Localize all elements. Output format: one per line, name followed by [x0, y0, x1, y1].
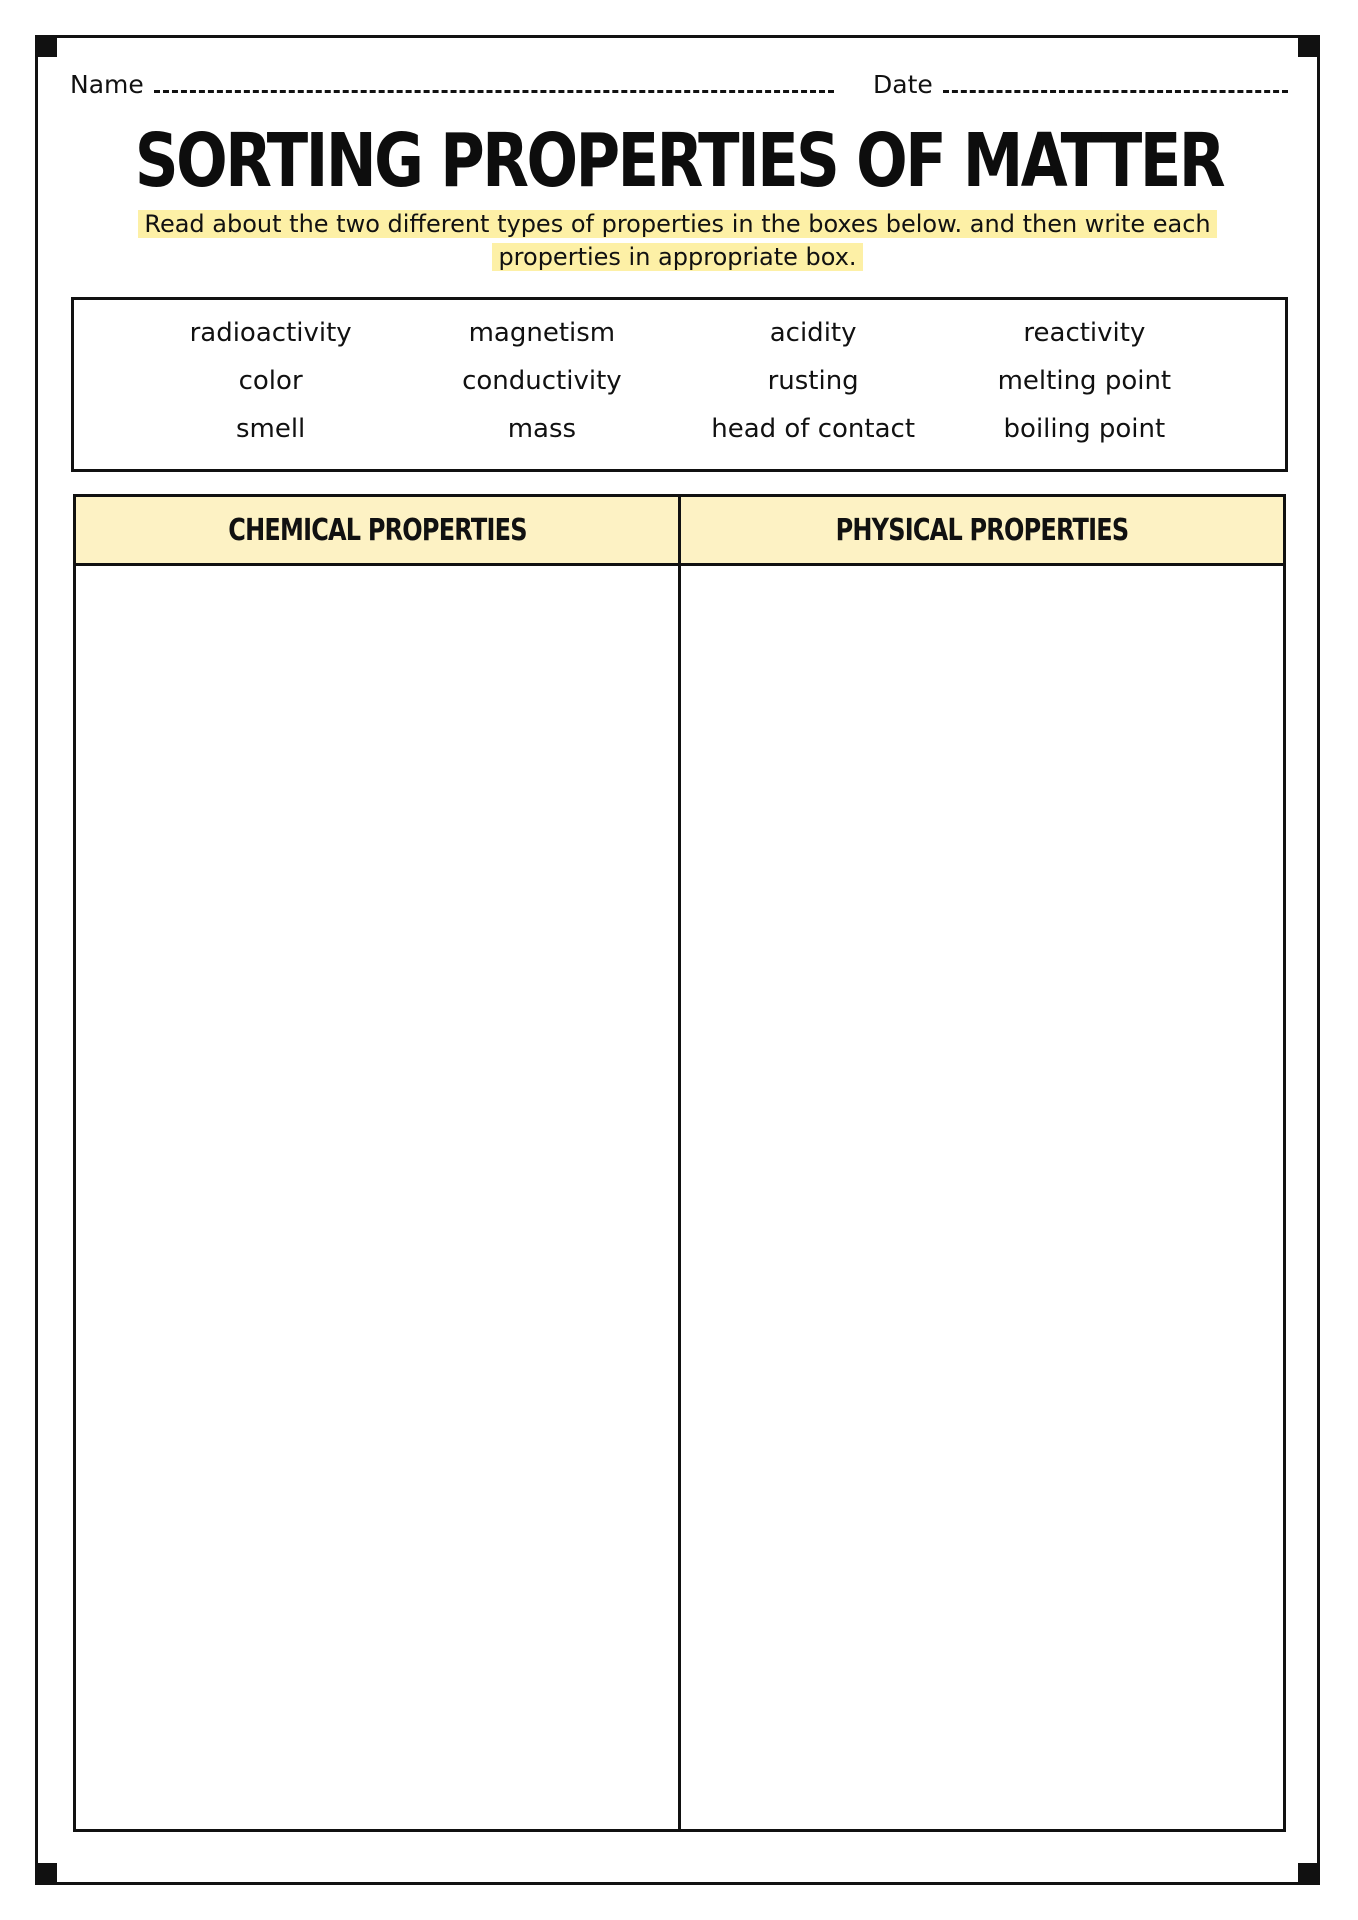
physical-properties-answer-area[interactable]	[681, 566, 1283, 1829]
physical-properties-column	[678, 497, 1283, 1829]
name-field	[70, 68, 834, 99]
word-bank-item: smell	[235, 414, 306, 444]
instructions-line-1: Read about the two different types of properties in the boxes below. and then write each	[138, 210, 1216, 238]
word-bank-item: rusting	[767, 366, 859, 396]
corner-mark-top-left	[35, 35, 57, 57]
word-bank-item: conductivity	[462, 366, 622, 396]
word-bank	[135, 316, 1220, 446]
word-bank-item: radioactivity	[189, 318, 352, 348]
date-label: Date	[873, 70, 933, 99]
word-bank-item: reactivity	[1023, 318, 1146, 348]
name-blank-line[interactable]	[154, 68, 834, 93]
date-blank-line[interactable]	[943, 68, 1288, 93]
name-label: Name	[70, 70, 144, 99]
chemical-properties-column	[76, 497, 678, 1829]
word-bank-item: melting point	[997, 366, 1172, 396]
word-bank-item: magnetism	[468, 318, 616, 348]
date-field	[873, 68, 1288, 99]
chemical-properties-heading	[76, 497, 678, 566]
sorting-table	[73, 494, 1286, 1832]
instructions-line-2: properties in appropriate box.	[492, 243, 862, 271]
chemical-properties-heading-text: CHEMICAL PROPERTIES	[227, 512, 527, 548]
chemical-properties-answer-area[interactable]	[76, 566, 678, 1829]
corner-mark-bottom-left	[35, 1863, 57, 1885]
word-bank-item: mass	[507, 414, 577, 444]
corner-mark-top-right	[1298, 35, 1320, 57]
word-bank-item: boiling point	[1003, 414, 1166, 444]
word-bank-item: head of contact	[711, 414, 916, 444]
corner-mark-bottom-right	[1298, 1863, 1320, 1885]
word-bank-item: acidity	[769, 318, 857, 348]
word-bank-item: color	[238, 366, 303, 396]
physical-properties-heading	[681, 497, 1283, 566]
page-title: SORTING PROPERTIES OF MATTER	[134, 118, 1224, 204]
physical-properties-heading-text: PHYSICAL PROPERTIES	[835, 512, 1129, 548]
instructions	[85, 208, 1270, 274]
